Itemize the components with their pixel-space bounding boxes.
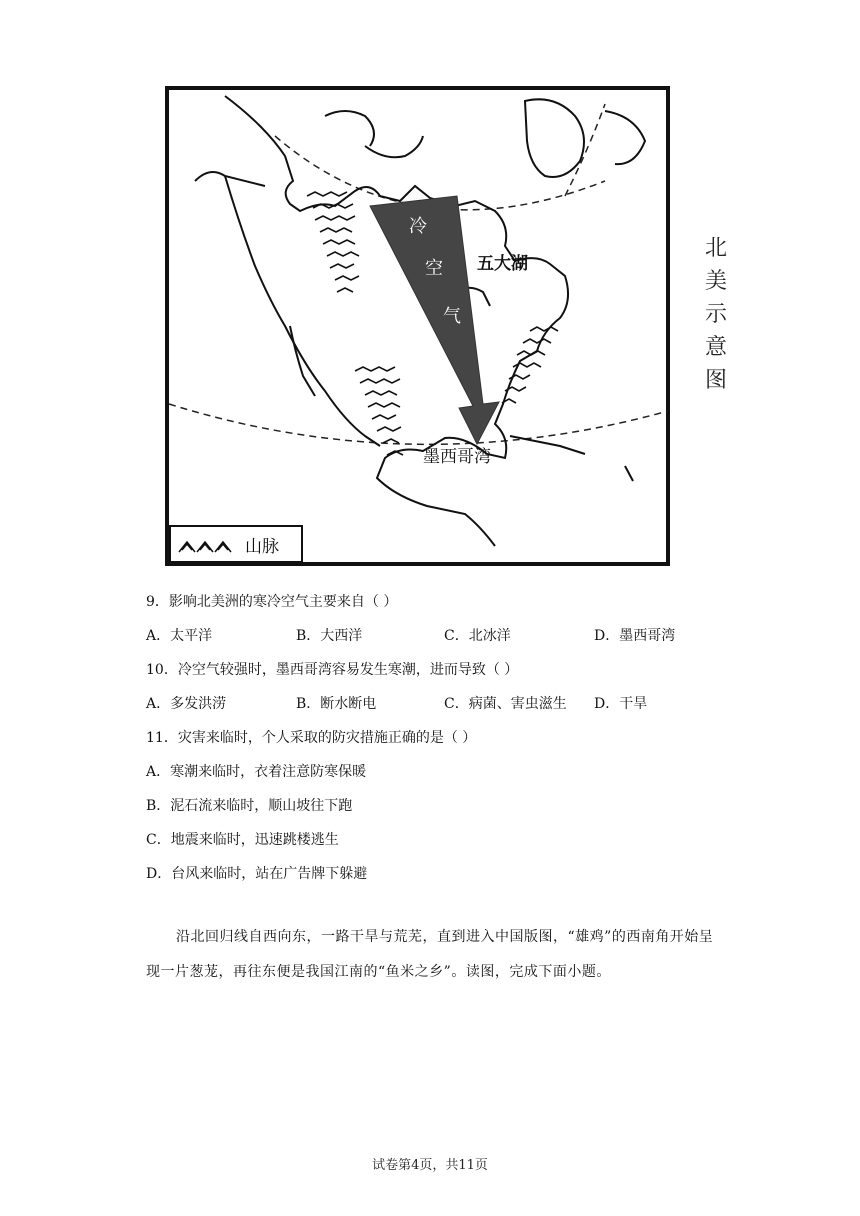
question-10-option-d: D．干旱 [594,696,648,712]
question-9-option-c: C．北冰洋 [444,628,511,644]
map-title-char: 美 [704,269,727,294]
question-10-stem: 10．冷空气较强时，墨西哥湾容易发生寒潮，进而导致（ ） [146,662,519,678]
legend-box [170,526,302,562]
question-9-option-a: A．太平洋 [146,628,213,644]
question-11-stem: 11．灾害来临时，个人采取的防灾措施正确的是（ ） [146,730,477,746]
page-footer: 试卷第4页，共11页 [372,1158,488,1173]
arrow-char-1: 冷 [409,216,427,237]
map-title-char: 北 [704,236,727,261]
question-9-stem: 9．影响北美洲的寒冷空气主要来自（ ） [146,594,398,610]
map-title-char: 意 [704,335,727,360]
question-10-option-b: B．断水断电 [296,696,377,712]
map-title-char: 示 [704,302,727,327]
legend-label: 山脉 [245,537,279,557]
question-10-option-a: A．多发洪涝 [146,696,227,712]
reading-passage: 沿北回归线自西向东，一路干旱与荒芜，直到进入中国版图，“雄鸡”的西南角开始呈现一片葱茏，再往东便是我国江南的“鱼米之乡”。读图，完成下面小题。 [146,929,714,980]
north-america-map [165,86,670,566]
great-lakes-label: 五大湖 [477,254,528,274]
question-9-option-d: D．墨西哥湾 [594,628,676,644]
question-11-option-c: C．地震来临时，迅速跳楼逃生 [146,832,339,848]
arrow-char-2: 空 [425,258,443,279]
map-svg [165,86,670,566]
question-10-option-c: C．病菌、害虫滋生 [444,696,567,712]
map-title [703,232,729,397]
map-title-char: 图 [704,368,727,393]
question-11-option-b: B．泥石流来临时，顺山坡往下跑 [146,798,353,814]
question-9-option-b: B．大西洋 [296,628,363,644]
map-frame [167,88,668,564]
question-11-option-a: A．寒潮来临时，衣着注意防寒保暖 [146,764,367,780]
question-11-option-d: D．台风来临时，站在广告牌下躲避 [146,866,368,882]
arrow-char-3: 气 [443,306,461,327]
gulf-of-mexico-label: 墨西哥湾 [423,447,491,467]
